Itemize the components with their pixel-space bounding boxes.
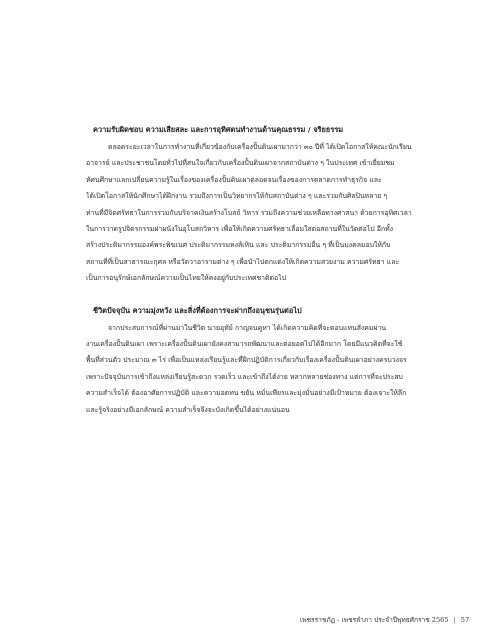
paragraph-line: สร้างประติมากรรมองค์พระพิฆเนศ ประติมากรรมหงส์เหิน และ ประติมากรรมอื่น ๆ ที่เป็นมงคลมอบให้กับ [86, 241, 391, 250]
paragraph-responsibility [86, 139, 448, 287]
paragraph-current-life [86, 320, 448, 418]
paragraph-line: และรู้จริงอย่างมีเอกลักษณ์ ความสำเร็จจึงจะบังเกิดขึ้นได้อย่างแน่นอน [86, 405, 290, 414]
page-body [86, 124, 448, 418]
paragraph-line: อาจารย์ และประชาชนโดยทั่วไปที่สนใจเกี่ยวกับเครื่องปั้นดินเผาจากสถาบันต่าง ๆ ในประเทศ เข้าเยี่ยมชม [86, 159, 395, 168]
paragraph-line: ในการวาดรูปจิตรกรรมฝาผนังในอุโบสถวิหาร เพื่อให้เกิดความศรัทธาเลื่อมใสต่อสถานที่ในวัดต่อไป อีกทั้ง [86, 225, 394, 234]
paragraph-line: จากประสบการณ์ที่ผ่านมาในชีวิต นายอุทัย์ กาญจนคูหา ได้เกิดความคิดที่จะตอบแทนสังคมผ่าน [108, 323, 387, 332]
paragraph-line: ตลอดระยะเวลาในการทำงานที่เกี่ยวข้องกับเครื่องปั้นดินเผามากว่า ๓๐ ปีที่ ได้เปิดโอกาสให้คณะนักเรียน [108, 143, 412, 151]
footer-separator: | [453, 615, 456, 624]
paragraph-line: สถานที่ที่เป็นสาธารณะกุศล หรือวัดวาอารามต่าง ๆ เพื่อนำไปตกแต่งให้เกิดความสวยงาม ความศรัทธา และ [86, 257, 400, 266]
paragraph-line: ทัศนศึกษาแลกเปลี่ยนความรู้ในเรื่องของเครื่องปั้นดินเผาตลอดจนเรื่องของการตลาดการทำธุรกิจ และ [86, 175, 382, 184]
page-number: 57 [460, 615, 470, 624]
paragraph-line: เป็นการอนุรักษ์เอกลักษณ์ความเป็นไทยให้คงอยู่กับประเทศชาติต่อไป [86, 274, 286, 283]
paragraph-line: ความสำเร็จได้ ต้องอาศัยการปฏิบัติ และความอดทน ขยัน หมั่นเพียรและมุ่งมั่นอย่างมีเป้าหมาย ต้องเจาะให้ลึก [86, 389, 407, 398]
section-heading-current-life: ชีวิตปัจจุบัน ความมุ่งหวัง และสิ่งที่ต้องการจะฝากถึงอนุชนรุ่นต่อไป [93, 305, 302, 315]
paragraph-line: ท่านที่มีจิตศรัทธาในการร่วมกับบริจาคเงินสร้างโบสถ์ วิหาร รวมถึงความช่วยเหลือทางศาสนา ด้วยการอุทิศเวลา [86, 208, 412, 217]
section-heading-responsibility: ความรับผิดชอบ ความเสียสละ และการอุทิศตนทำงานด้านคุณธรรม / จริยธรรม [93, 125, 344, 134]
paragraph-line: ได้เปิดโอกาสให้นักศึกษาได้ฝึกงาน รวมถึงการเป็นวิทยากรให้กับสถาบันต่าง ๆ และร่วมกับศิลปินหลาย ๆ [86, 192, 388, 201]
paragraph-line: พื้นที่ส่วนตัว ประมาณ ๓ ไร่ เพื่อเป็นแหล่งเรียนรู้และที่ฝึกปฏิบัติการเกี่ยวกับเรื่องเครื่องปั้นดินเผาอย่างครบวงจร [86, 356, 407, 365]
page-footer [300, 614, 470, 625]
paragraph-line: เพราะปัจจุบันการเข้าถึงแหล่งเรียนรู้สะดวก รวดเร็ว และเข้าถึงได้ง่าย หลากหลายช่องทาง แต่การที่จะประสบ [86, 372, 403, 381]
footer-book-title: เพชรราชภัฏ - เพชรลำภา ประจำปีพุทธศักราช 2565 [300, 616, 449, 624]
paragraph-line: งานเครื่องปั้นดินเผา เพราะเครื่องปั้นดินเผายังคงสามารถพัฒนาและต่อยอดไปได้อีกมาก โดยมีแนวคิดที่จะใช้ [86, 340, 403, 349]
